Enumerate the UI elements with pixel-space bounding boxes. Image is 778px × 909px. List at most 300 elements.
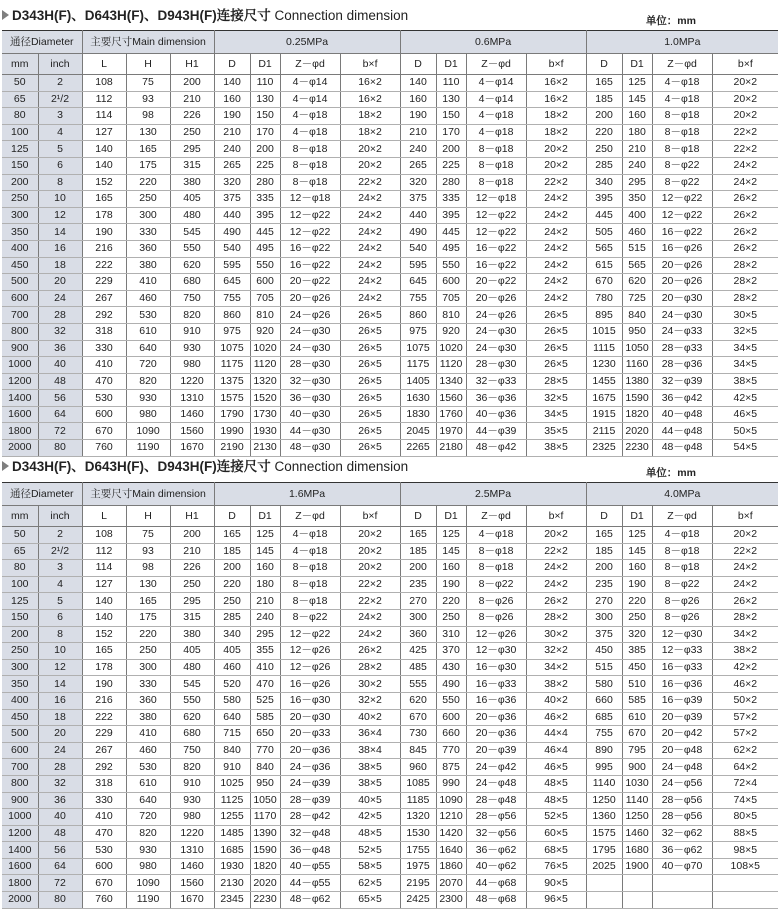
table-row xyxy=(2,527,778,544)
table-cell: 505 xyxy=(586,224,622,241)
table-cell: 200 xyxy=(400,560,436,577)
table-cell: 12－φ18 xyxy=(280,191,340,208)
table-cell: 220 xyxy=(126,626,170,643)
table-cell: 1830 xyxy=(400,406,436,423)
table-cell: 265 xyxy=(400,157,436,174)
table-cell: 440 xyxy=(400,207,436,224)
table-cell: 8－φ18 xyxy=(652,141,712,158)
unit-label: 单位：mm xyxy=(645,467,696,479)
table-cell: 1600 xyxy=(2,406,38,423)
table-cell: 380 xyxy=(170,174,214,191)
table-cell: 65×5 xyxy=(340,892,400,909)
table-cell: 975 xyxy=(400,323,436,340)
table-cell: 1730 xyxy=(250,406,280,423)
table-row xyxy=(2,576,778,593)
table-cell: 34×2 xyxy=(712,626,778,643)
table-cell: 380 xyxy=(126,257,170,274)
table-cell: 4－φ18 xyxy=(280,124,340,141)
column-header: D1 xyxy=(250,54,280,75)
table-cell: 300 xyxy=(126,659,170,676)
table-cell: 74×5 xyxy=(712,792,778,809)
table-cell: 1790 xyxy=(214,406,250,423)
table-cell: 8－φ18 xyxy=(652,108,712,125)
table-cell: 545 xyxy=(170,676,214,693)
table-cell: 24－φ42 xyxy=(466,759,526,776)
table-cell: 190 xyxy=(214,108,250,125)
table-cell: 24×2 xyxy=(526,257,586,274)
table-cell: 165 xyxy=(586,75,622,92)
table-row xyxy=(2,659,778,676)
table-cell: 20－φ36 xyxy=(280,742,340,759)
table-cell: 175 xyxy=(126,609,170,626)
table-cell: 380 xyxy=(126,709,170,726)
table-cell: 645 xyxy=(214,274,250,291)
table-cell: 26×2 xyxy=(712,191,778,208)
table-row xyxy=(2,340,778,357)
table-cell: 1520 xyxy=(250,390,280,407)
table-cell: 20×2 xyxy=(340,157,400,174)
table-cell: 40×5 xyxy=(340,792,400,809)
table-cell: 52×5 xyxy=(340,842,400,859)
table-cell: 165 xyxy=(82,191,126,208)
table-cell: 318 xyxy=(82,775,126,792)
table-cell: 58×5 xyxy=(340,858,400,875)
table-cell: 615 xyxy=(586,257,622,274)
table-cell: 28－φ48 xyxy=(466,792,526,809)
table-cell: 18×2 xyxy=(526,124,586,141)
table-cell: 580 xyxy=(586,676,622,693)
table-cell: 910 xyxy=(170,323,214,340)
table-cell: 127 xyxy=(82,124,126,141)
table-cell: 8－φ18 xyxy=(466,560,526,577)
table-cell: 610 xyxy=(126,323,170,340)
table-cell xyxy=(652,875,712,892)
table-cell: 12 xyxy=(38,659,82,676)
table-cell: 720 xyxy=(126,809,170,826)
table-cell: 26×2 xyxy=(712,224,778,241)
table-cell: 46×5 xyxy=(712,406,778,423)
table-cell: 515 xyxy=(586,659,622,676)
table-cell: 28－φ56 xyxy=(652,792,712,809)
table-cell: 320 xyxy=(400,174,436,191)
table-cell: 130 xyxy=(436,91,466,108)
table-cell: 1575 xyxy=(586,825,622,842)
table-cell: 24×2 xyxy=(340,224,400,241)
table-cell: 1140 xyxy=(622,792,652,809)
table-cell: 2¹/2 xyxy=(38,91,82,108)
table-cell: 210 xyxy=(400,124,436,141)
table-cell: 295 xyxy=(170,141,214,158)
table-cell: 410 xyxy=(82,809,126,826)
dimension-table xyxy=(2,482,778,909)
table-cell: 1860 xyxy=(436,858,466,875)
table-cell: 410 xyxy=(82,357,126,374)
table-cell: 1000 xyxy=(2,357,38,374)
pressure-header: 2.5MPa xyxy=(400,483,586,506)
table-cell: 222 xyxy=(82,709,126,726)
table-cell: 1400 xyxy=(2,842,38,859)
column-header: D1 xyxy=(436,54,466,75)
table-cell: 56 xyxy=(38,390,82,407)
table-cell: 108 xyxy=(82,75,126,92)
column-header: b×f xyxy=(712,54,778,75)
table-cell: 355 xyxy=(250,643,280,660)
table-cell: 16－φ22 xyxy=(466,257,526,274)
table-cell: 185 xyxy=(586,543,622,560)
table-row xyxy=(2,709,778,726)
table-cell: 895 xyxy=(586,307,622,324)
table-cell: 530 xyxy=(126,307,170,324)
table-cell: 425 xyxy=(400,643,436,660)
table-cell: 285 xyxy=(214,609,250,626)
table-cell: 2230 xyxy=(250,892,280,909)
table-cell: 225 xyxy=(250,157,280,174)
table-cell: 360 xyxy=(126,240,170,257)
table-cell: 8－φ18 xyxy=(652,124,712,141)
table-cell: 24×2 xyxy=(340,609,400,626)
table-cell: 450 xyxy=(586,643,622,660)
table-row xyxy=(2,124,778,141)
table-cell: 18×2 xyxy=(526,108,586,125)
table-cell: 1400 xyxy=(2,390,38,407)
table-cell: 660 xyxy=(436,726,466,743)
table-row xyxy=(2,643,778,660)
diameter-header: 通径Diameter xyxy=(2,31,82,54)
table-cell: 24 xyxy=(38,290,82,307)
table-cell: 48 xyxy=(38,825,82,842)
table-cell: 210 xyxy=(622,141,652,158)
table-cell: 1455 xyxy=(586,373,622,390)
table-cell: 16 xyxy=(38,692,82,709)
table-cell: 20－φ26 xyxy=(652,257,712,274)
table-cell: 360 xyxy=(126,692,170,709)
table-cell: 930 xyxy=(126,390,170,407)
table-cell: 20－φ42 xyxy=(652,726,712,743)
table-cell: 4－φ14 xyxy=(280,75,340,92)
table-cell: 8－φ18 xyxy=(280,157,340,174)
table-cell: 1190 xyxy=(126,440,170,457)
table-cell: 22×2 xyxy=(712,543,778,560)
table-cell: 4－φ18 xyxy=(652,91,712,108)
table-cell: 24－φ56 xyxy=(652,775,712,792)
table-cell: 12－φ22 xyxy=(466,207,526,224)
table-cell: 98 xyxy=(126,560,170,577)
table-cell: 2 xyxy=(38,75,82,92)
table-cell: 40－φ30 xyxy=(280,406,340,423)
table-cell: 400 xyxy=(2,692,38,709)
table-row xyxy=(2,875,778,892)
table-cell: 620 xyxy=(170,709,214,726)
pressure-header: 0.6MPa xyxy=(400,31,586,54)
table-cell: 26×5 xyxy=(340,323,400,340)
table-cell: 1575 xyxy=(214,390,250,407)
table-cell: 16 xyxy=(38,240,82,257)
table-cell: 1670 xyxy=(170,892,214,909)
column-header: b×f xyxy=(526,54,586,75)
table-cell: 20×2 xyxy=(340,543,400,560)
table-cell: 40×2 xyxy=(526,692,586,709)
table-cell: 725 xyxy=(622,290,652,307)
table-cell: 300 xyxy=(586,609,622,626)
table-cell: 20×2 xyxy=(340,141,400,158)
table-cell: 90×5 xyxy=(526,875,586,892)
table-cell: 845 xyxy=(400,742,436,759)
table-cell: 2¹/2 xyxy=(38,543,82,560)
table-cell: 1120 xyxy=(250,357,280,374)
table-row xyxy=(2,290,778,307)
table-cell: 1250 xyxy=(622,809,652,826)
column-header: Z－φd xyxy=(280,506,340,527)
table-cell: 20×2 xyxy=(340,527,400,544)
table-cell: 510 xyxy=(622,676,652,693)
table-cell: 200 xyxy=(2,174,38,191)
table-cell: 250 xyxy=(2,191,38,208)
table-cell: 2025 xyxy=(586,858,622,875)
table-row xyxy=(2,543,778,560)
table-cell: 20－φ48 xyxy=(652,742,712,759)
section-title xyxy=(2,4,408,24)
table-cell: 28×2 xyxy=(526,609,586,626)
table-cell: 315 xyxy=(170,157,214,174)
table-cell: 595 xyxy=(400,257,436,274)
table-cell: 185 xyxy=(586,91,622,108)
table-cell: 160 xyxy=(400,91,436,108)
table-cell: 4－φ18 xyxy=(466,108,526,125)
table-cell: 760 xyxy=(82,440,126,457)
table-cell: 16－φ30 xyxy=(280,692,340,709)
column-header: Z－φd xyxy=(466,506,526,527)
table-cell: 16－φ39 xyxy=(652,692,712,709)
table-cell: 700 xyxy=(2,759,38,776)
table-cell: 185 xyxy=(214,543,250,560)
table-cell: 24×2 xyxy=(712,576,778,593)
table-cell: 20－φ22 xyxy=(466,274,526,291)
table-cell: 46×2 xyxy=(712,676,778,693)
table-cell: 1990 xyxy=(214,423,250,440)
column-header: D xyxy=(214,54,250,75)
table-row xyxy=(2,274,778,291)
table-cell: 20－φ39 xyxy=(652,709,712,726)
table-cell: 180 xyxy=(250,576,280,593)
pressure-header: 1.0MPa xyxy=(586,31,778,54)
column-header: D1 xyxy=(250,506,280,527)
table-cell: 920 xyxy=(436,323,466,340)
table-cell: 1050 xyxy=(250,792,280,809)
table-cell: 500 xyxy=(2,726,38,743)
table-cell: 32－φ56 xyxy=(466,825,526,842)
table-cell: 1200 xyxy=(2,825,38,842)
table-cell: 840 xyxy=(214,742,250,759)
table-cell: 24×2 xyxy=(340,257,400,274)
table-cell: 98×5 xyxy=(712,842,778,859)
table-cell: 160 xyxy=(214,91,250,108)
table-cell: 46×2 xyxy=(526,709,586,726)
table-cell: 24－φ30 xyxy=(652,307,712,324)
table-cell: 380 xyxy=(170,626,214,643)
table-cell: 114 xyxy=(82,108,126,125)
column-header: D xyxy=(400,54,436,75)
table-cell: 36－φ42 xyxy=(652,390,712,407)
table-cell: 1685 xyxy=(214,842,250,859)
header-row xyxy=(2,31,778,54)
table-cell: 950 xyxy=(250,775,280,792)
table-cell: 110 xyxy=(436,75,466,92)
header-row xyxy=(2,483,778,506)
table-cell: 12－φ30 xyxy=(466,643,526,660)
table-cell: 1075 xyxy=(400,340,436,357)
table-cell: 190 xyxy=(622,576,652,593)
column-header: b×f xyxy=(712,506,778,527)
table-cell: 1160 xyxy=(622,357,652,374)
table-cell: 405 xyxy=(214,643,250,660)
title-code: D343H(F)、D643H(F)、D943H(F)连接尺寸 xyxy=(12,459,275,474)
table-cell: 48×5 xyxy=(340,825,400,842)
table-cell: 580 xyxy=(214,692,250,709)
table-cell: 385 xyxy=(622,643,652,660)
table-cell: 30×2 xyxy=(526,626,586,643)
table-cell: 36－φ62 xyxy=(466,842,526,859)
table-cell: 114 xyxy=(82,560,126,577)
table-cell: 48×5 xyxy=(526,775,586,792)
table-cell: 26×2 xyxy=(712,240,778,257)
table-cell: 490 xyxy=(436,676,466,693)
table-cell: 150 xyxy=(436,108,466,125)
table-cell: 250 xyxy=(2,643,38,660)
table-cell: 1360 xyxy=(586,809,622,826)
table-cell: 2 xyxy=(38,527,82,544)
table-cell: 860 xyxy=(214,307,250,324)
table-cell: 24－φ33 xyxy=(652,323,712,340)
table-cell: 405 xyxy=(170,643,214,660)
table-cell: 1220 xyxy=(170,825,214,842)
table-cell: 26×5 xyxy=(526,307,586,324)
main-dimension-header: 主要尺寸Main dimension xyxy=(82,31,214,54)
table-cell: 840 xyxy=(622,307,652,324)
table-cell: 26×2 xyxy=(340,643,400,660)
table-cell: 24－φ39 xyxy=(280,775,340,792)
table-cell: 640 xyxy=(126,340,170,357)
table-cell: 125 xyxy=(622,75,652,92)
table-cell: 545 xyxy=(170,224,214,241)
table-cell: 1015 xyxy=(586,323,622,340)
table-cell: 93 xyxy=(126,91,170,108)
table-cell: 550 xyxy=(436,692,466,709)
table-cell: 28－φ36 xyxy=(652,357,712,374)
table-cell: 36 xyxy=(38,340,82,357)
table-cell: 216 xyxy=(82,692,126,709)
table-cell: 300 xyxy=(2,659,38,676)
table-cell: 226 xyxy=(170,108,214,125)
table-cell: 28－φ33 xyxy=(652,340,712,357)
table-cell: 875 xyxy=(436,759,466,776)
table-cell: 75 xyxy=(126,527,170,544)
table-cell: 770 xyxy=(436,742,466,759)
table-cell: 820 xyxy=(170,759,214,776)
table-cell: 755 xyxy=(400,290,436,307)
table-cell: 216 xyxy=(82,240,126,257)
table-cell: 2180 xyxy=(436,440,466,457)
table-cell: 8－φ18 xyxy=(280,576,340,593)
table-cell: 24×2 xyxy=(526,560,586,577)
table-cell: 220 xyxy=(436,593,466,610)
table-cell: 820 xyxy=(170,307,214,324)
table-cell: 34×5 xyxy=(712,340,778,357)
table-cell: 125 xyxy=(436,527,466,544)
table-cell: 1975 xyxy=(400,858,436,875)
table-cell: 165 xyxy=(82,643,126,660)
table-cell: 685 xyxy=(586,709,622,726)
table-cell: 295 xyxy=(170,593,214,610)
table-cell: 395 xyxy=(436,207,466,224)
table-cell: 32×2 xyxy=(340,692,400,709)
table-cell: 16×2 xyxy=(340,91,400,108)
table-cell: 890 xyxy=(586,742,622,759)
table-cell: 36－φ30 xyxy=(280,390,340,407)
table-cell: 540 xyxy=(400,240,436,257)
table-cell: 28－φ56 xyxy=(652,809,712,826)
table-cell: 26×5 xyxy=(526,323,586,340)
table-cell: 26×5 xyxy=(340,340,400,357)
title-english: Connection dimension xyxy=(274,8,409,23)
table-cell: 38×2 xyxy=(526,676,586,693)
table-cell: 660 xyxy=(586,692,622,709)
table-cell: 44－φ48 xyxy=(652,423,712,440)
table-cell: 190 xyxy=(82,676,126,693)
table-cell: 318 xyxy=(82,323,126,340)
table-cell: 8 xyxy=(38,626,82,643)
table-cell: 1340 xyxy=(436,373,466,390)
table-cell: 16－φ36 xyxy=(652,676,712,693)
table-cell: 28×2 xyxy=(712,274,778,291)
table-cell: 50 xyxy=(2,75,38,92)
table-cell: 10 xyxy=(38,643,82,660)
table-cell: 42×5 xyxy=(340,809,400,826)
table-cell: 32－φ62 xyxy=(652,825,712,842)
table-cell: 1820 xyxy=(622,406,652,423)
table-cell: 8－φ22 xyxy=(280,609,340,626)
table-cell: 16－φ26 xyxy=(652,240,712,257)
table-cell: 60×5 xyxy=(526,825,586,842)
table-cell: 2070 xyxy=(436,875,466,892)
table-cell: 65 xyxy=(2,543,38,560)
table-cell: 72 xyxy=(38,875,82,892)
table-cell: 410 xyxy=(126,726,170,743)
table-cell: 860 xyxy=(400,307,436,324)
table-cell: 620 xyxy=(622,274,652,291)
table-cell: 165 xyxy=(400,527,436,544)
table-cell: 375 xyxy=(586,626,622,643)
table-cell: 12－φ22 xyxy=(280,224,340,241)
table-cell: 300 xyxy=(400,609,436,626)
table-cell: 1560 xyxy=(170,423,214,440)
table-cell: 170 xyxy=(250,124,280,141)
table-cell: 1560 xyxy=(436,390,466,407)
table-cell: 8－φ26 xyxy=(466,593,526,610)
table-cell: 620 xyxy=(170,257,214,274)
table-cell: 100 xyxy=(2,576,38,593)
table-row xyxy=(2,892,778,909)
table-row xyxy=(2,676,778,693)
table-cell: 267 xyxy=(82,742,126,759)
table-cell: 26×5 xyxy=(340,406,400,423)
table-cell: 2020 xyxy=(250,875,280,892)
table-cell: 4 xyxy=(38,576,82,593)
table-cell: 24×2 xyxy=(526,576,586,593)
table-cell: 145 xyxy=(436,543,466,560)
table-cell: 350 xyxy=(2,224,38,241)
table-cell: 57×2 xyxy=(712,709,778,726)
table-cell: 1460 xyxy=(622,825,652,842)
